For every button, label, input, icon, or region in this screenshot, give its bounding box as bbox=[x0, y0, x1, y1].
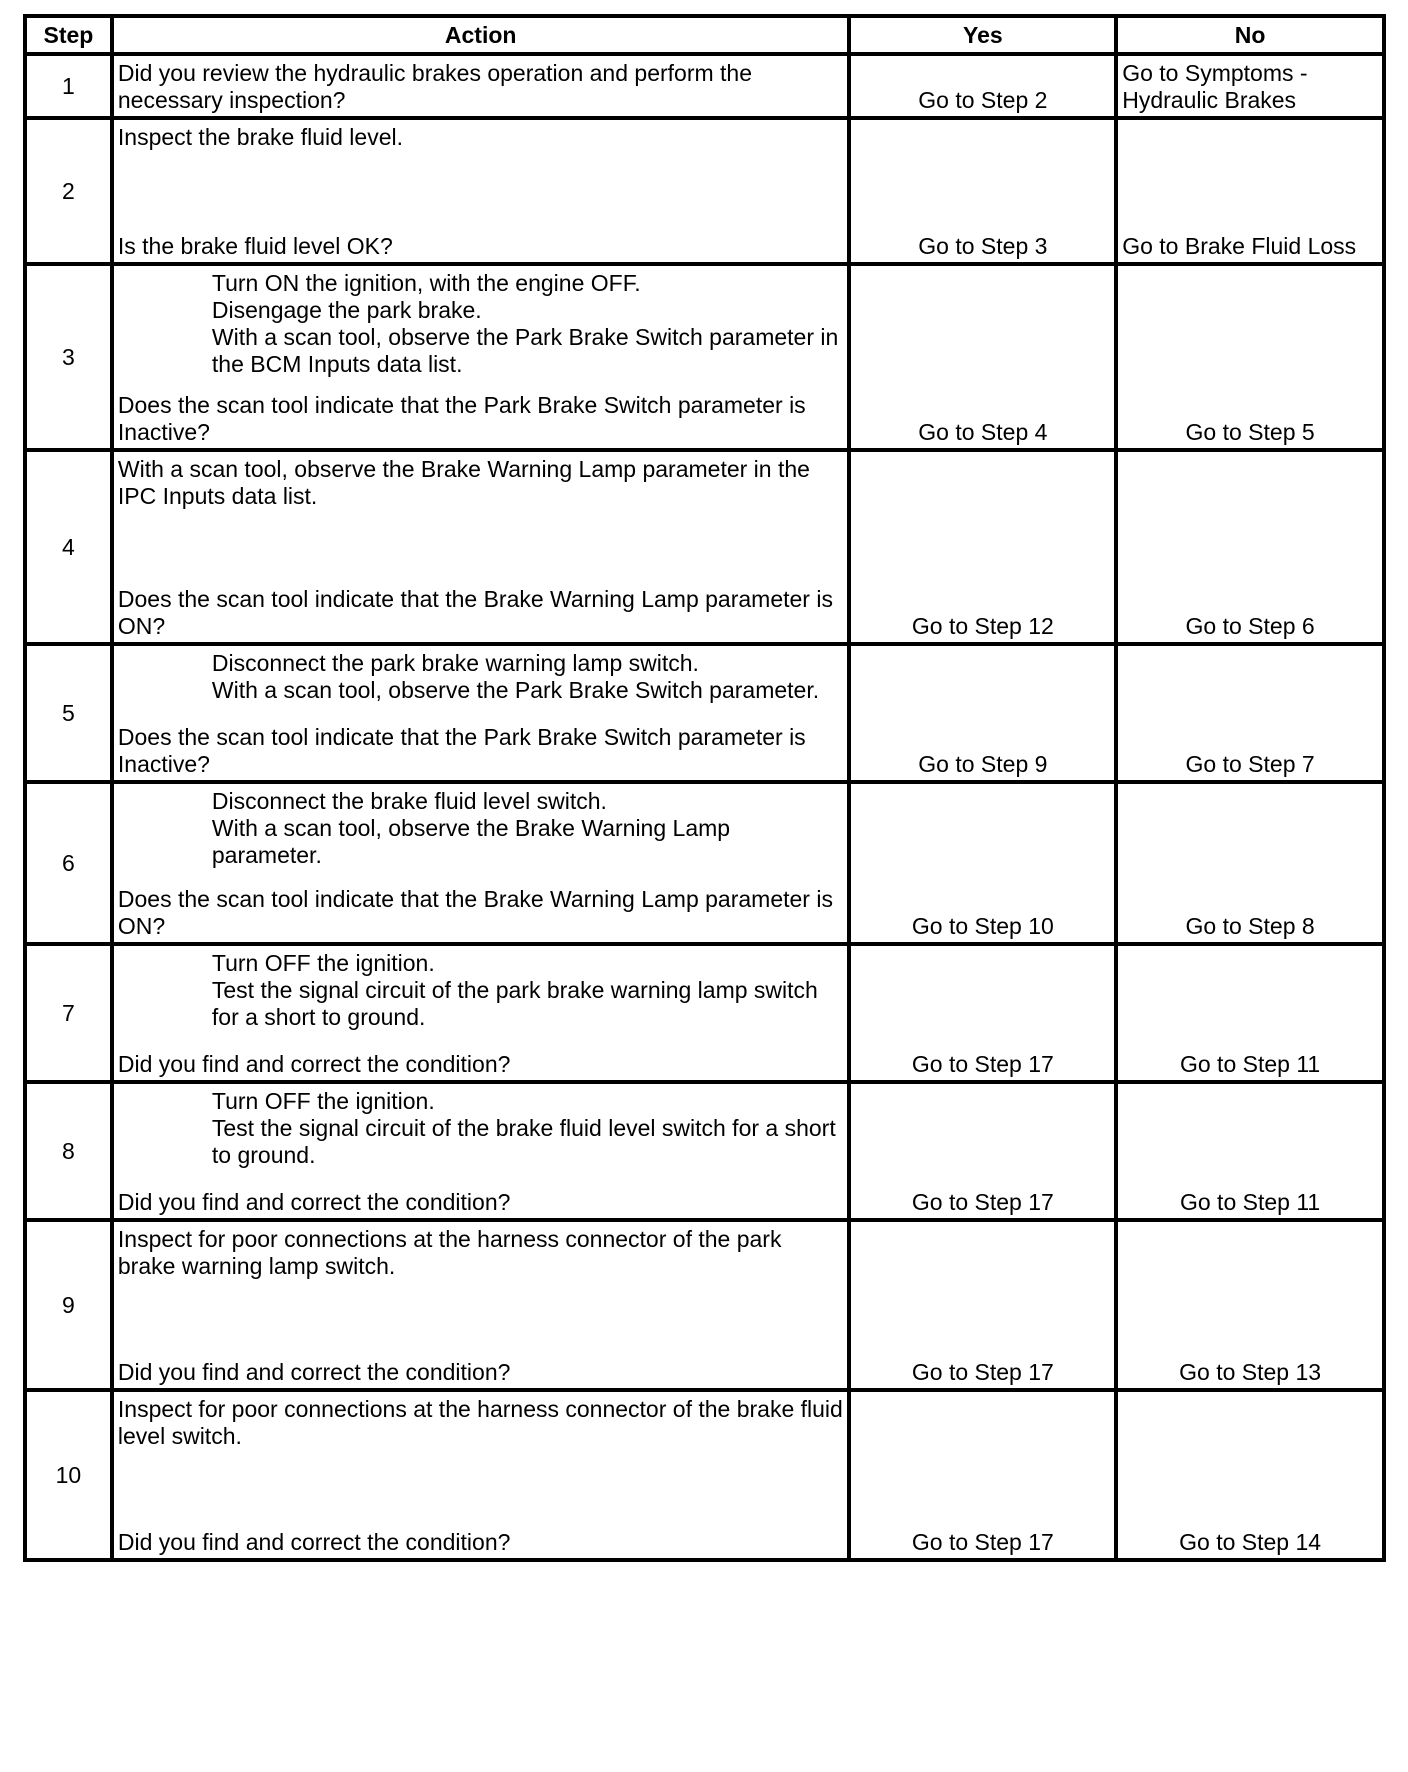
yes-result: Go to Step 17 bbox=[849, 944, 1116, 1082]
instruction-line: Test the signal circuit of the park brake warning lamp switch for a short to ground. bbox=[211, 977, 818, 1030]
action-content bbox=[118, 788, 844, 940]
action-cell bbox=[112, 264, 850, 450]
instruction-line: Disengage the park brake. bbox=[211, 297, 482, 323]
action-cell bbox=[112, 1390, 850, 1560]
yes-result: Go to Step 2 bbox=[849, 54, 1116, 118]
step-number: 8 bbox=[25, 1082, 112, 1220]
action-instructions bbox=[118, 124, 844, 151]
instruction-line: Turn OFF the ignition. bbox=[211, 950, 435, 976]
action-question: Does the scan tool indicate that the Brake Warning Lamp parameter is ON? bbox=[117, 586, 833, 639]
action-cell bbox=[112, 118, 850, 264]
no-result: Go to Brake Fluid Loss bbox=[1116, 118, 1384, 264]
table-row bbox=[25, 1082, 1384, 1220]
action-question: Did you review the hydraulic brakes operation and perform the necessary inspection? bbox=[117, 60, 753, 113]
action-instructions bbox=[118, 1226, 844, 1280]
action-instructions bbox=[118, 788, 844, 869]
no-result: Go to Step 11 bbox=[1116, 1082, 1384, 1220]
step-number: 9 bbox=[25, 1220, 112, 1390]
header-row bbox=[25, 16, 1384, 54]
action-question: Does the scan tool indicate that the Park Brake Switch parameter is Inactive? bbox=[117, 724, 806, 777]
table-row bbox=[25, 54, 1384, 118]
table-row bbox=[25, 644, 1384, 782]
no-result: Go to Step 14 bbox=[1116, 1390, 1384, 1560]
table-row bbox=[25, 944, 1384, 1082]
yes-result: Go to Step 17 bbox=[849, 1220, 1116, 1390]
step-number: 7 bbox=[25, 944, 112, 1082]
action-cell bbox=[112, 1082, 850, 1220]
yes-result: Go to Step 3 bbox=[849, 118, 1116, 264]
action-content bbox=[118, 1226, 844, 1386]
instruction-line: With a scan tool, observe the Brake Warning Lamp parameter in the IPC Inputs data list. bbox=[117, 456, 810, 509]
no-result: Go to Step 13 bbox=[1116, 1220, 1384, 1390]
no-result: Go to Symptoms - Hydraulic Brakes bbox=[1116, 54, 1384, 118]
no-result: Go to Step 8 bbox=[1116, 782, 1384, 944]
action-question: Does the scan tool indicate that the Park Brake Switch parameter is Inactive? bbox=[117, 392, 806, 445]
instruction-line: Disconnect the brake fluid level switch. bbox=[211, 788, 607, 814]
no-result: Go to Step 11 bbox=[1116, 944, 1384, 1082]
no-result: Go to Step 6 bbox=[1116, 450, 1384, 644]
instruction-line: Inspect for poor connections at the harness connector of the park brake warning lamp switch. bbox=[117, 1226, 782, 1279]
yes-result: Go to Step 12 bbox=[849, 450, 1116, 644]
diagnostic-table bbox=[23, 14, 1386, 1562]
header-yes: Yes bbox=[849, 16, 1116, 54]
yes-result: Go to Step 4 bbox=[849, 264, 1116, 450]
action-question: Does the scan tool indicate that the Brake Warning Lamp parameter is ON? bbox=[117, 886, 833, 939]
action-instructions bbox=[118, 456, 844, 510]
action-cell bbox=[112, 782, 850, 944]
step-number: 3 bbox=[25, 264, 112, 450]
action-question: Is the brake fluid level OK? bbox=[117, 233, 393, 259]
action-question: Did you find and correct the condition? bbox=[117, 1189, 511, 1215]
instruction-line: With a scan tool, observe the Park Brake Switch parameter. bbox=[211, 677, 820, 703]
action-instructions bbox=[118, 950, 844, 1031]
action-instructions bbox=[118, 650, 844, 704]
yes-result: Go to Step 9 bbox=[849, 644, 1116, 782]
table-row bbox=[25, 450, 1384, 644]
step-number: 1 bbox=[25, 54, 112, 118]
action-content bbox=[118, 650, 844, 778]
instruction-line: Inspect for poor connections at the harness connector of the brake fluid level switch. bbox=[117, 1396, 843, 1449]
action-cell bbox=[112, 644, 850, 782]
instruction-line: Turn OFF the ignition. bbox=[211, 1088, 435, 1114]
no-result: Go to Step 7 bbox=[1116, 644, 1384, 782]
action-content bbox=[118, 270, 844, 446]
header-no: No bbox=[1116, 16, 1384, 54]
header-action: Action bbox=[112, 16, 850, 54]
instruction-line: With a scan tool, observe the Park Brake Switch parameter in the BCM Inputs data list. bbox=[211, 324, 839, 377]
table-row bbox=[25, 782, 1384, 944]
step-number: 10 bbox=[25, 1390, 112, 1560]
action-instructions bbox=[118, 1088, 844, 1169]
action-cell bbox=[112, 450, 850, 644]
instruction-line: Inspect the brake fluid level. bbox=[117, 124, 403, 150]
action-content bbox=[118, 1396, 844, 1556]
instruction-line: Disconnect the park brake warning lamp switch. bbox=[211, 650, 699, 676]
action-instructions bbox=[118, 1396, 844, 1450]
yes-result: Go to Step 17 bbox=[849, 1082, 1116, 1220]
instruction-line: With a scan tool, observe the Brake Warning Lamp parameter. bbox=[211, 815, 731, 868]
action-instructions bbox=[118, 270, 844, 378]
table-row bbox=[25, 1220, 1384, 1390]
action-content bbox=[118, 1088, 844, 1216]
instruction-line: Turn ON the ignition, with the engine OFF. bbox=[211, 270, 641, 296]
step-number: 4 bbox=[25, 450, 112, 644]
no-result: Go to Step 5 bbox=[1116, 264, 1384, 450]
step-number: 6 bbox=[25, 782, 112, 944]
action-content bbox=[118, 950, 844, 1078]
action-cell bbox=[112, 944, 850, 1082]
action-question: Did you find and correct the condition? bbox=[117, 1051, 511, 1077]
table-row bbox=[25, 118, 1384, 264]
step-number: 2 bbox=[25, 118, 112, 264]
action-question: Did you find and correct the condition? bbox=[117, 1529, 511, 1555]
yes-result: Go to Step 17 bbox=[849, 1390, 1116, 1560]
instruction-line: Test the signal circuit of the brake fluid level switch for a short to ground. bbox=[211, 1115, 836, 1168]
yes-result: Go to Step 10 bbox=[849, 782, 1116, 944]
action-content bbox=[118, 124, 844, 260]
action-cell bbox=[112, 1220, 850, 1390]
table-row bbox=[25, 1390, 1384, 1560]
action-cell bbox=[112, 54, 850, 118]
step-number: 5 bbox=[25, 644, 112, 782]
table-row bbox=[25, 264, 1384, 450]
header-step: Step bbox=[25, 16, 112, 54]
action-content bbox=[118, 60, 844, 114]
action-question: Did you find and correct the condition? bbox=[117, 1359, 511, 1385]
action-content bbox=[118, 456, 844, 640]
